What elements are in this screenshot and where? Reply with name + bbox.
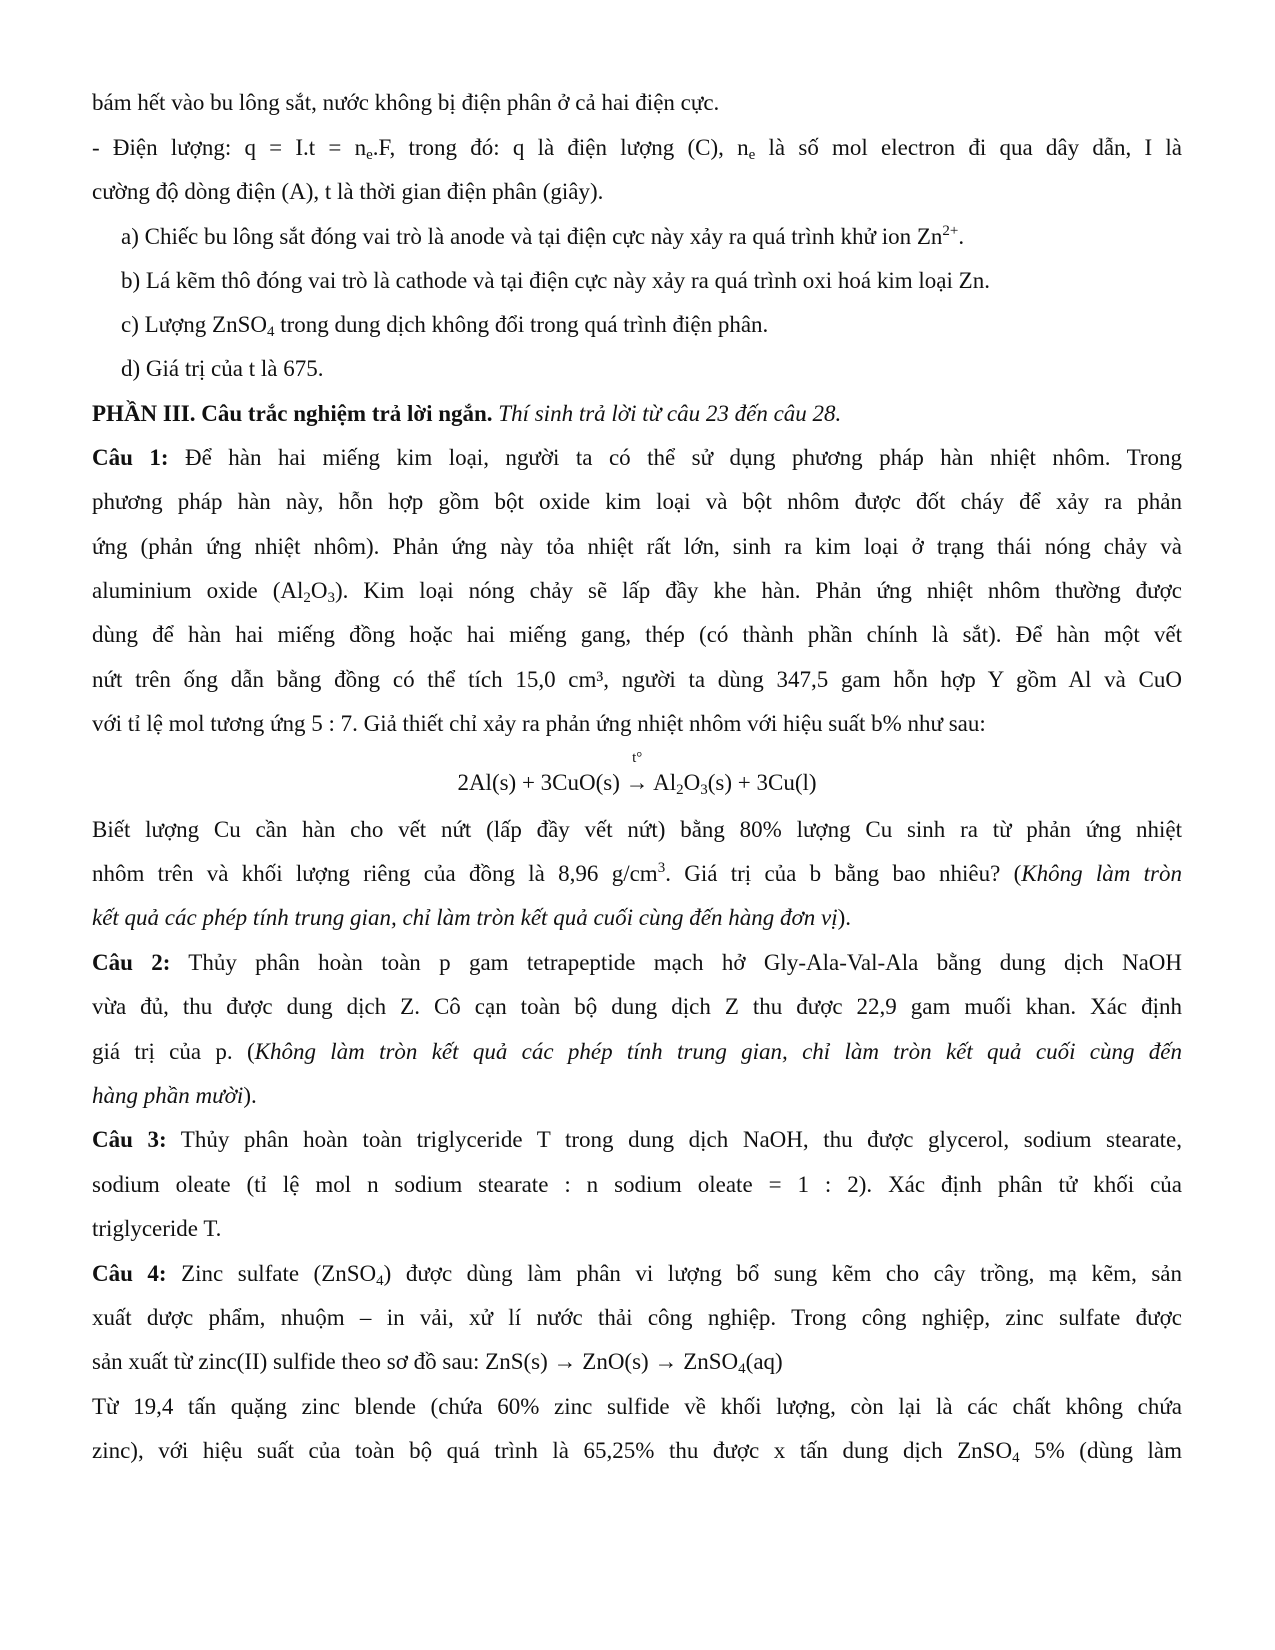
text-line: zinc), với hiệu suất của toàn bộ quá trình là 65,25% thu được x tấn dung dịch ZnSO$_4$ 5% (dùng làm: [92, 1438, 1182, 1466]
question-4: Câu 4: Zinc sulfate (ZnSO$_4$) được dùng làm phân vi lượng bổ sung kẽm cho cây trồng, mạ kẽm, sản: [92, 1261, 1182, 1289]
text-line: hàng phần mười).: [92, 1083, 257, 1108]
option-d: d) Giá trị của t là 675.: [121, 356, 324, 381]
question-2: Câu 2: Thủy phân hoàn toàn p gam tetrapeptide mạch hở Gly-Ala-Val-Ala bằng dung dịch NaOH: [92, 950, 1183, 975]
question-1: Câu 1: Để hàn hai miếng kim loại, người ta có thể sử dụng phương pháp hàn nhiệt nhôm. Trong: [92, 445, 1182, 470]
text-line: sản xuất từ zinc(II) sulfide theo sơ đồ sau: ZnS(s) → ZnO(s) → ZnSO$_4$(aq): [92, 1349, 783, 1377]
text-line: kết quả các phép tính trung gian, chỉ làm tròn kết quả cuối cùng đến hàng đơn vị).: [92, 905, 852, 930]
reaction-equation: 2Al(s) + 3CuO(s) t° → $Al_2O_3(s) + 3Cu(l)$: [457, 750, 817, 798]
text-line: vừa đủ, thu được dung dịch Z. Cô cạn toàn bộ dung dịch Z thu được 22,9 gam muối khan. Xác định: [92, 994, 1182, 1019]
text-line: ứng (phản ứng nhiệt nhôm). Phản ứng này tỏa nhiệt rất lớn, sinh ra kim loại ở trạng thái nóng chảy và: [92, 534, 1182, 559]
text-line: - Điện lượng: $q = I.t = n_e.F$, trong đó: q là điện lượng (C), $n_e$ là số mol electron đi qua dây dẫn, I là: [92, 135, 1183, 163]
section-heading: PHẦN III. Câu trắc nghiệm trả lời ngắn. Thí sinh trả lời từ câu 23 đến câu 28.: [92, 401, 842, 426]
text-line: aluminium oxide $(Al_2O_3)$. Kim loại nóng chảy sẽ lấp đầy khe hàn. Phản ứng nhiệt nhôm thường được: [92, 578, 1182, 606]
text-line: nứt trên ống dẫn bằng đồng có thể tích 15,0 cm³, người ta dùng 347,5 gam hỗn hợp Y gồm Al và CuO: [92, 667, 1182, 692]
text-line: xuất dược phẩm, nhuộm – in vải, xử lí nước thải công nghiệp. Trong công nghiệp, zinc sulfate được: [92, 1305, 1182, 1330]
option-a: a) Chiếc bu lông sắt đóng vai trò là anode và tại điện cực này xảy ra quá trình khử ion $Zn^{2+}$.: [121, 223, 965, 249]
option-c: c) Lượng ZnSO$_4$ trong dung dịch không đổi trong quá trình điện phân.: [121, 312, 769, 340]
text-line: bám hết vào bu lông sắt, nước không bị điện phân ở cả hai điện cực.: [92, 90, 720, 115]
text-line: giá trị của p. (Không làm tròn kết quả các phép tính trung gian, chỉ làm tròn kết quả cuối cùng đến: [92, 1039, 1182, 1064]
text-line: nhôm trên và khối lượng riêng của đồng là 8,96 $g/cm^3$. Giá trị của b bằng bao nhiêu? (Không làm tròn: [92, 860, 1182, 886]
text-line: Biết lượng Cu cần hàn cho vết nứt (lấp đầy vết nứt) bằng 80% lượng Cu sinh ra từ phản ứng nhiệt: [92, 817, 1182, 842]
text-line: với tỉ lệ mol tương ứng 5 : 7. Giả thiết chỉ xảy ra phản ứng nhiệt nhôm với hiệu suất b% như sau:: [92, 711, 986, 736]
text-line: Từ 19,4 tấn quặng zinc blende (chứa 60% zinc sulfide về khối lượng, còn lại là các chất không chứa: [92, 1394, 1182, 1419]
text-line: phương pháp hàn này, hỗn hợp gồm bột oxide kim loại và bột nhôm được đốt cháy để xảy ra phản: [92, 489, 1182, 514]
text-line: cường độ dòng điện (A), t là thời gian điện phân (giây).: [92, 179, 604, 204]
text-line: sodium oleate (tỉ lệ mol n sodium stearate : n sodium oleate = 1 : 2). Xác định phân tử khối của: [92, 1172, 1182, 1197]
text-line: triglyceride T.: [92, 1216, 222, 1241]
text-line: dùng để hàn hai miếng đồng hoặc hai miếng gang, thép (có thành phần chính là sắt). Để hàn một vết: [92, 622, 1182, 647]
question-3: Câu 3: Thủy phân hoàn toàn triglyceride T trong dung dịch NaOH, thu được glycerol, sodium stearate,: [92, 1127, 1182, 1152]
option-b: b) Lá kẽm thô đóng vai trò là cathode và tại điện cực này xảy ra quá trình oxi hoá kim loại Zn.: [121, 268, 990, 293]
